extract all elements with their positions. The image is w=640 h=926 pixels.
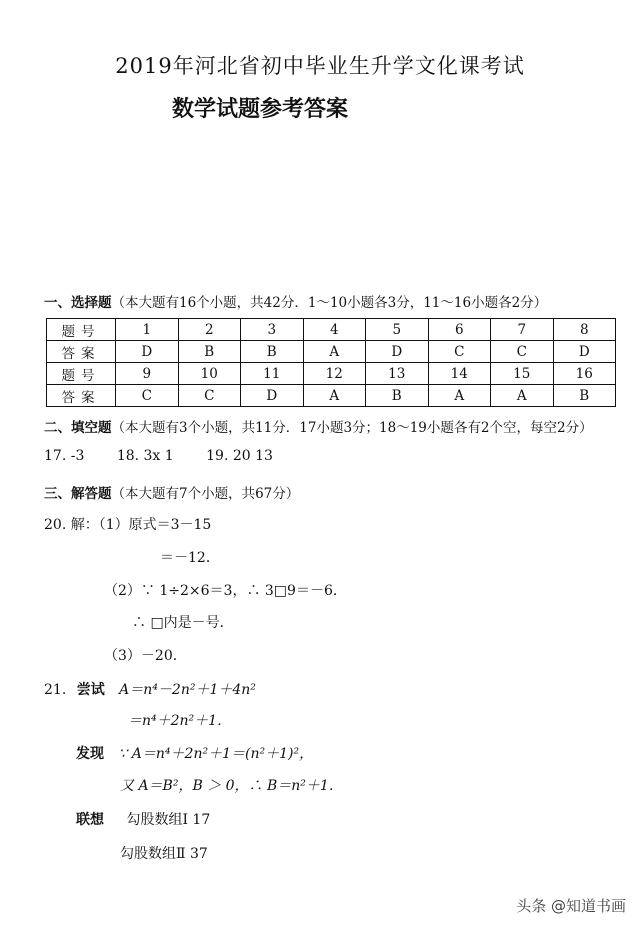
q21-find-expr-2-text: 又 A＝B²，B ＞ 0，∴ B＝n²＋1． (120, 778, 343, 794)
section-2-label: 二、填空题 (44, 420, 112, 436)
table-cell: C (428, 341, 491, 363)
section-2-heading (44, 416, 593, 436)
table-row (47, 319, 616, 341)
section-2-desc: （本大题有3个小题，共11分．17小题3分；18～19小题各有2个空，每空2分） (111, 420, 593, 436)
table-cell: B (553, 385, 616, 407)
table-cell: 6 (428, 319, 491, 341)
q20-line-3: （2）∵ 1÷2×6＝3，∴ 3□9＝－6． (104, 583, 347, 599)
q21-assoc-label: 联想 (76, 812, 104, 828)
section-1-heading (44, 291, 547, 311)
q21-find-expr-1: ∵ A＝n⁴＋2n²＋1＝(n²＋1)²， (118, 746, 314, 762)
table-row-header: 答案 (47, 385, 116, 407)
table-cell: B (178, 341, 241, 363)
table-row-header: 题号 (47, 319, 116, 341)
table-row (47, 341, 616, 363)
table-cell: 7 (491, 319, 554, 341)
q21-try-expr-2-text: ＝n⁴＋2n²＋1． (128, 713, 232, 729)
table-cell: 8 (553, 319, 616, 341)
q21-find-row (76, 743, 313, 763)
q21-try-expr-2 (128, 710, 231, 730)
q21-assoc-2: 勾股数组Ⅱ 37 (120, 846, 208, 862)
answer-19: 19. 20 13 (206, 448, 273, 464)
section-3-heading (44, 482, 299, 502)
section-3-desc: （本大题有7个小题，共67分） (111, 486, 300, 502)
table-cell: B (366, 385, 429, 407)
table-cell: A (303, 341, 366, 363)
table-cell: D (241, 385, 304, 407)
table-cell: C (491, 341, 554, 363)
table-cell: 16 (553, 363, 616, 385)
q20-line-5: （3）－20． (104, 648, 187, 664)
q20-line-4: ∴ □内是－号． (132, 615, 234, 631)
table-cell: 12 (303, 363, 366, 385)
q21-find-label: 发现 (76, 746, 104, 762)
answer-table (46, 318, 616, 407)
q20-line-1: 20. 解：（1）原式＝3－15 (44, 517, 212, 533)
table-row-header: 题号 (47, 363, 116, 385)
q21-find-expr-2 (120, 775, 343, 795)
table-cell: 15 (491, 363, 554, 385)
q21-number: 21. (44, 682, 67, 698)
table-cell: C (178, 385, 241, 407)
watermark: 头条 @知道书画 (516, 897, 626, 915)
table-cell: 5 (366, 319, 429, 341)
q21-assoc-1: 勾股数组Ⅰ 17 (126, 812, 211, 828)
answer-17: 17. -3 (44, 448, 85, 464)
table-cell: D (553, 341, 616, 363)
table-cell: 2 (178, 319, 241, 341)
table-row (47, 363, 616, 385)
table-cell: A (491, 385, 554, 407)
table-cell: C (116, 385, 179, 407)
table-cell: A (428, 385, 491, 407)
table-cell: D (116, 341, 179, 363)
table-cell: 9 (116, 363, 179, 385)
q21-try-row (44, 679, 256, 699)
table-cell: 11 (241, 363, 304, 385)
table-row-header: 答案 (47, 341, 116, 363)
answer-18: 18. 3x 1 (116, 448, 174, 464)
table-cell: 10 (178, 363, 241, 385)
table-cell: D (366, 341, 429, 363)
table-cell: B (241, 341, 304, 363)
q21-assoc-row (76, 809, 210, 829)
q21-try-label: 尝试 (76, 682, 105, 698)
table-cell: 1 (116, 319, 179, 341)
document-title: 2019年河北省初中毕业生升学文化课考试 (115, 54, 525, 78)
section-1-label: 一、选择题 (44, 295, 112, 311)
section-1-desc: （本大题有16个小题，共42分．1～10小题各3分，11～16小题各2分） (111, 295, 548, 311)
table-cell: 4 (303, 319, 366, 341)
table-cell: 13 (366, 363, 429, 385)
section-3-label: 三、解答题 (44, 486, 112, 502)
table-cell: 14 (428, 363, 491, 385)
table-cell: 3 (241, 319, 304, 341)
q20-line-2: ＝－12． (160, 550, 220, 566)
table-cell: A (303, 385, 366, 407)
table-row (47, 385, 616, 407)
q21-try-expr-1: A＝n⁴－2n²＋1＋4n² (119, 682, 256, 698)
fill-answers (44, 448, 273, 464)
document-subtitle: 数学试题参考答案 (172, 97, 349, 122)
